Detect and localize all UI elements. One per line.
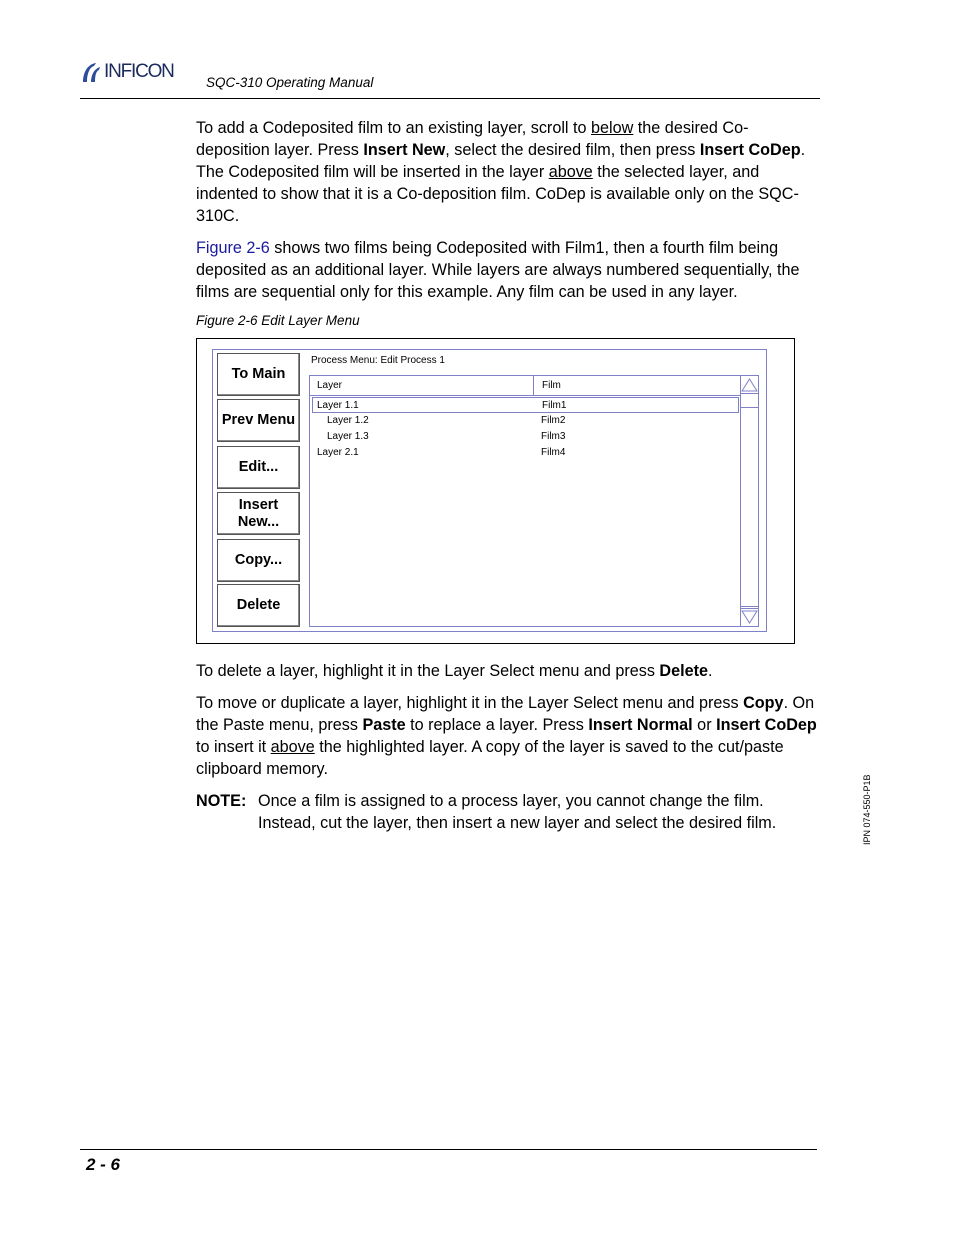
layer-name: Layer 1.3	[327, 431, 369, 442]
figure-caption: Figure 2-6 Edit Layer Menu	[196, 313, 360, 328]
header-divider	[80, 98, 820, 99]
paragraph-figure-description	[196, 237, 821, 303]
text-run: To delete a layer, highlight it in the Layer Select menu and press	[196, 662, 660, 680]
text-run: to replace a layer. Press	[405, 716, 589, 734]
layer-name: Layer 1.1	[317, 400, 359, 411]
inficon-logo-mark-icon	[80, 60, 104, 84]
underlined-text: below	[591, 119, 634, 137]
paragraph-move-duplicate-layer	[196, 692, 821, 780]
document-part-number: IPN 074-550-P1B	[862, 774, 872, 845]
inficon-logo	[80, 60, 198, 86]
layer-row[interactable]	[312, 445, 739, 461]
bold-text: Delete	[659, 662, 709, 680]
triangle-up-icon	[741, 376, 758, 393]
text-run: shows two films being Codeposited with Film1, then a fourth film being deposited as an additional layer. While layers are always numbered sequentially, the films are sequential only for this example. Any film can be used in any layer.	[196, 239, 800, 301]
bold-text: Copy	[743, 694, 784, 712]
manual-title: SQC-310 Operating Manual	[206, 75, 374, 90]
scroll-thumb[interactable]	[741, 394, 758, 408]
text-run: . The Codeposited film will be inserted in the layer	[196, 141, 806, 181]
underlined-text: above	[270, 738, 315, 756]
text-run: , select the desired film, then press	[445, 141, 700, 159]
text-run: . On the Paste menu, press	[196, 694, 815, 734]
layer-row[interactable]	[312, 429, 739, 445]
film-name: Film2	[541, 415, 566, 426]
note-label: NOTE:	[196, 792, 247, 810]
bold-text: Insert CoDep	[716, 716, 817, 734]
scroll-up-button[interactable]	[741, 376, 758, 394]
bold-text: Insert Normal	[588, 716, 693, 734]
copy-button[interactable]: Copy...	[217, 539, 300, 582]
delete-button[interactable]: Delete	[217, 584, 300, 627]
prev-menu-button[interactable]: Prev Menu	[217, 399, 300, 442]
film-name: Film4	[541, 447, 566, 458]
text-run: To move or duplicate a layer, highlight it in the Layer Select menu and press	[196, 694, 744, 712]
footer-divider	[80, 1149, 817, 1150]
column-header-film[interactable]: Film	[534, 376, 741, 396]
menu-panel	[212, 349, 767, 632]
layer-name: Layer 1.2	[327, 415, 369, 426]
text-run: the selected layer, and indented to show that it is a Co-deposition film. CoDep is available only on the SQC-310C.	[196, 163, 799, 225]
column-header-layer[interactable]: Layer	[310, 376, 534, 396]
logo-text: INFICON	[104, 61, 174, 82]
edit-layer-menu-figure	[196, 338, 795, 644]
bold-text: Insert New	[363, 141, 446, 159]
process-menu-title: Process Menu: Edit Process 1	[311, 355, 445, 366]
layer-name: Layer 2.1	[317, 447, 359, 458]
underlined-text: above	[548, 163, 593, 181]
scroll-down-button[interactable]	[741, 608, 758, 626]
paragraph-delete-layer	[196, 660, 821, 682]
text-run: the highlighted layer. A copy of the layer is saved to the cut/paste clipboard memory.	[196, 738, 784, 778]
paragraph-add-codeposited-film	[196, 117, 821, 227]
figure-link[interactable]: Figure 2-6	[196, 239, 270, 257]
film-name: Film3	[541, 431, 566, 442]
bold-text: Insert CoDep	[699, 141, 801, 159]
triangle-down-icon	[741, 609, 758, 626]
insert-new-button[interactable]: Insert New...	[217, 492, 300, 535]
layer-row[interactable]	[312, 413, 739, 429]
text-run: To add a Codeposited film to an existing layer, scroll to	[196, 119, 592, 137]
to-main-button[interactable]: To Main	[217, 353, 300, 396]
film-name: Film1	[542, 400, 567, 411]
text-run: or	[692, 716, 717, 734]
note-text: Once a film is assigned to a process layer, you cannot change the film. Instead, cut the layer, then insert a new layer and select the desired film.	[258, 792, 777, 832]
page-number: 2 - 6	[86, 1155, 121, 1174]
text-run: the desired Co-deposition layer. Press	[196, 119, 749, 159]
text-run: to insert it	[196, 738, 271, 756]
edit-button[interactable]: Edit...	[217, 446, 300, 489]
vertical-scrollbar[interactable]	[740, 376, 758, 626]
layer-row-selected[interactable]	[312, 397, 739, 413]
bold-text: Paste	[362, 716, 406, 734]
text-run: .	[708, 662, 713, 680]
layer-list	[309, 375, 759, 627]
